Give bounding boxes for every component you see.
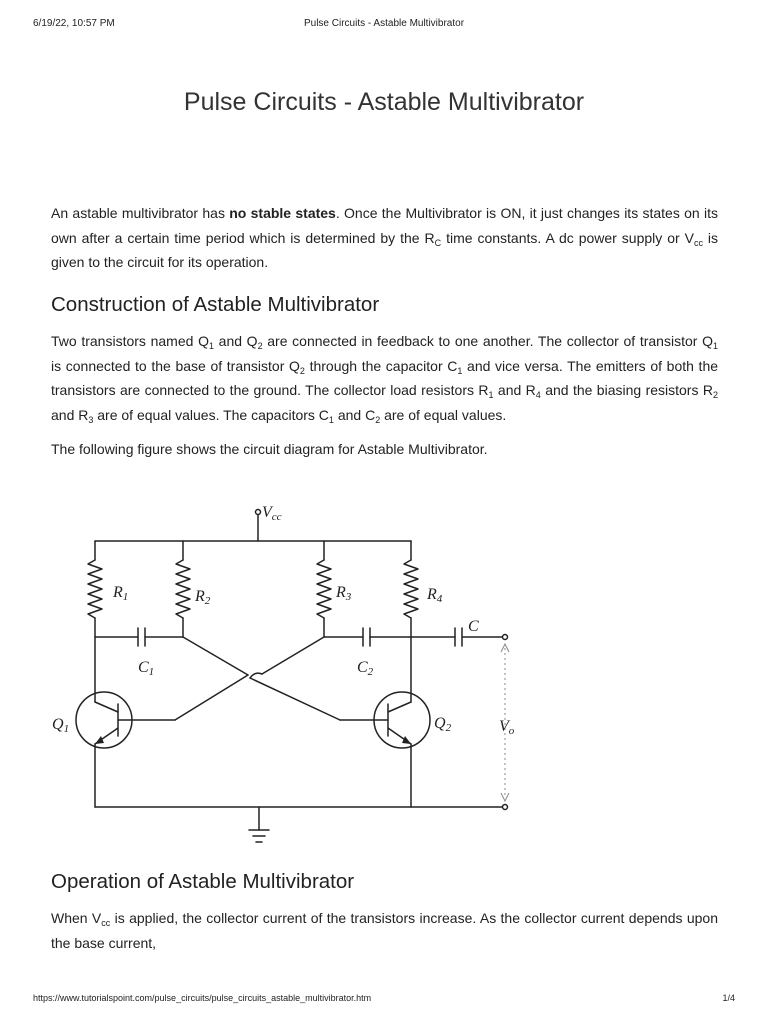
intro-section bbox=[51, 201, 718, 275]
label-q2: Q2 bbox=[434, 715, 452, 734]
label-c1: C1 bbox=[138, 659, 155, 678]
intro-paragraph: An astable multivibrator has no stable states. Once the Multivibrator is ON, it just changes its states on its own after a certain time period which is determined by the $R_C$ time constants. A dc power supply or $V_{cc}$ is given to the circuit for its operation. bbox=[51, 205, 719, 270]
label-r4: R4 bbox=[427, 586, 443, 605]
capacitor-c1 bbox=[138, 628, 145, 646]
print-datetime: 6/19/22, 10:57 PM bbox=[33, 18, 115, 29]
label-c2: C2 bbox=[357, 659, 374, 678]
print-url: https://www.tutorialspoint.com/pulse_circuits/pulse_circuits_astable_multivibrator.htm bbox=[33, 993, 372, 1003]
bold-term: no stable states bbox=[229, 205, 336, 221]
print-doc-title: Pulse Circuits - Astable Multivibrator bbox=[303, 18, 465, 29]
vcc-terminal bbox=[256, 510, 261, 515]
resistor-r3 bbox=[317, 560, 331, 618]
label-r1: R1 bbox=[113, 584, 129, 603]
label-vcc: Vcc bbox=[262, 504, 282, 523]
page-title: Pulse Circuits - Astable Multivibrator bbox=[183, 88, 585, 116]
label-r2: R2 bbox=[195, 588, 211, 607]
cross-wire-right bbox=[262, 637, 324, 674]
capacitor-c2 bbox=[363, 628, 370, 646]
resistor-r1 bbox=[88, 560, 102, 618]
resistor-r4 bbox=[404, 560, 418, 618]
circuit-diagram bbox=[50, 498, 530, 858]
output-terminal-top bbox=[503, 635, 508, 640]
construction-paragraph: Two transistors named $Q_1$ and $Q_2$ are connected in feedback to one another. The collector of transistor $Q_1$ is connected to the base of transistor $Q_2$ through the capacitor $C_1$ and vice versa. The emitters of both the transistors are connected to the ground. The collector load resistors $R_1$ and $R_4$ and the biasing resistors $R_2$ and $R_3$ are of equal values. The capacitors $C_1$ and $C_2$ are of equal values. bbox=[51, 333, 719, 425]
output-terminal-bottom bbox=[503, 805, 508, 810]
page-number: 1/4 bbox=[722, 993, 735, 1003]
operation-section bbox=[51, 870, 718, 955]
construction-heading: Construction of Astable Multivibrator bbox=[51, 293, 380, 316]
construction-section bbox=[51, 293, 718, 462]
ground-symbol bbox=[249, 830, 269, 842]
capacitor-c-output bbox=[455, 628, 462, 646]
label-vo: Vo bbox=[499, 718, 515, 737]
transistor-q2 bbox=[340, 692, 430, 748]
figure-intro-paragraph: The following figure shows the circuit diagram for Astable Multivibrator. bbox=[51, 441, 488, 457]
cross-wire-left bbox=[183, 637, 248, 675]
transistor-q1 bbox=[76, 692, 175, 748]
operation-paragraph: When $V_{cc}$ is applied, the collector current of the transistors increase. As the collector current depends upon the base current, bbox=[51, 910, 718, 951]
resistor-r2 bbox=[176, 560, 190, 618]
label-r3: R3 bbox=[336, 584, 352, 603]
label-q1: Q1 bbox=[52, 716, 70, 735]
operation-heading: Operation of Astable Multivibrator bbox=[51, 870, 355, 893]
label-c-output: C bbox=[468, 618, 479, 635]
